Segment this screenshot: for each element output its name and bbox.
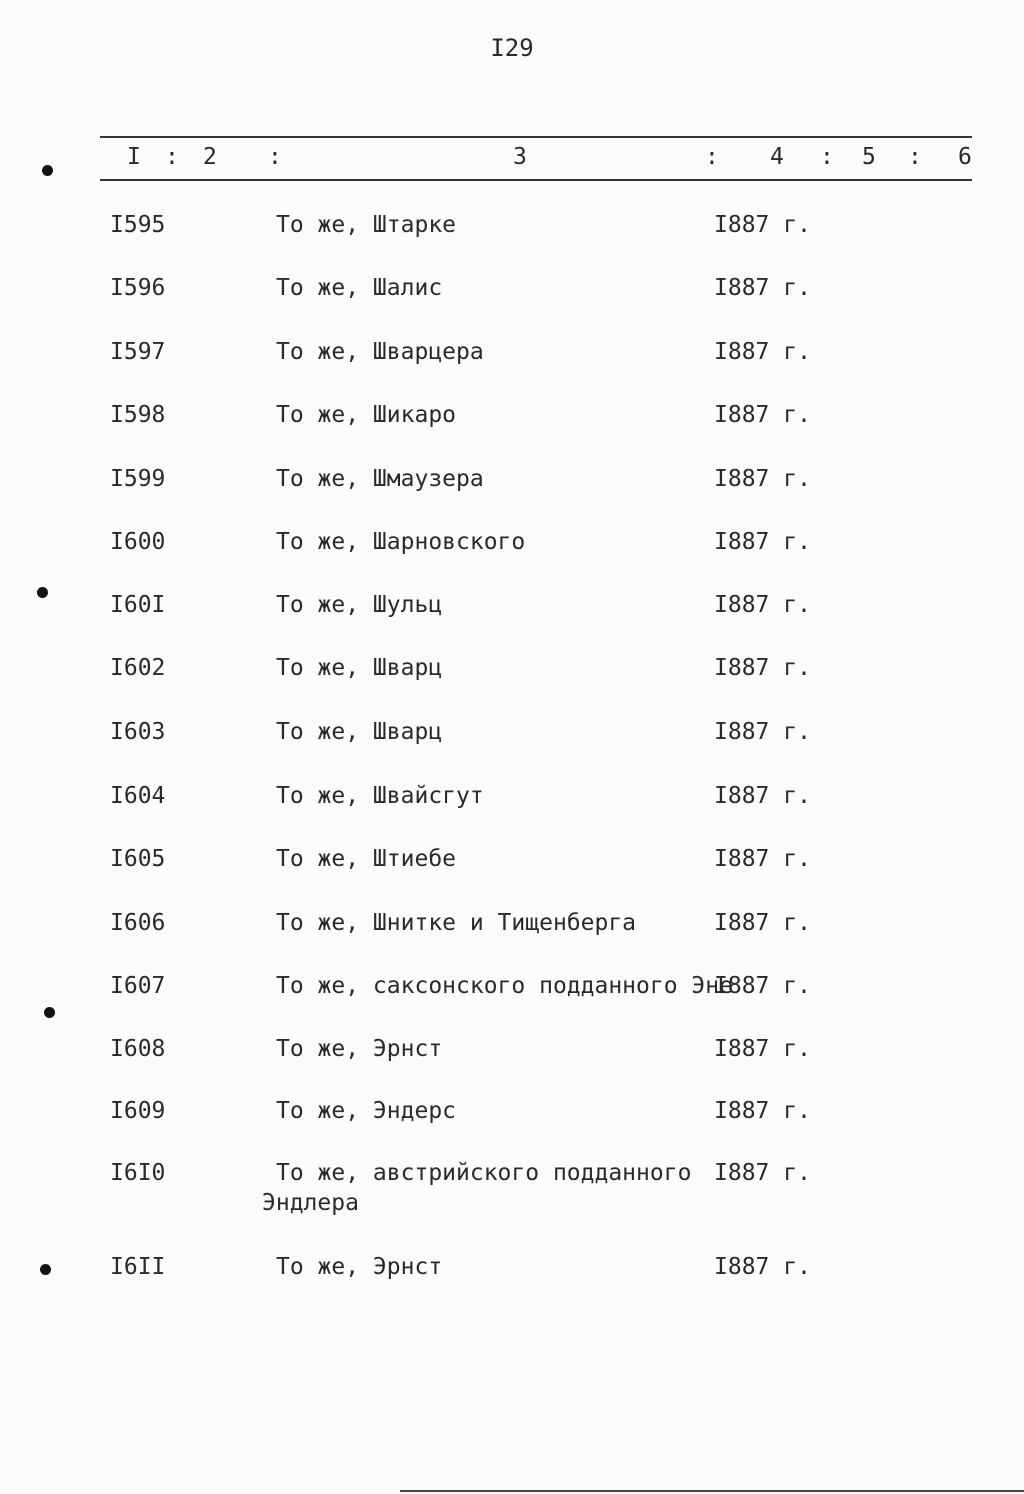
column-separator: : (268, 144, 282, 170)
column-header-1: I (127, 144, 141, 170)
row-year: I887 г. (714, 973, 811, 999)
row-number: I600 (110, 529, 166, 555)
row-year: I887 г. (714, 592, 811, 618)
column-header-5: 5 (862, 144, 876, 170)
row-description: То же, саксонского подданного Эне (276, 973, 733, 999)
page-bottom-edge (400, 1490, 1024, 1492)
column-separator: : (165, 144, 179, 170)
binding-hole-mark (37, 587, 48, 598)
row-year: I887 г. (714, 910, 811, 936)
row-number: I595 (110, 212, 166, 238)
row-number: I597 (110, 339, 166, 365)
row-description: То же, Штиебе (276, 846, 457, 872)
row-number: I603 (110, 719, 166, 745)
row-description: То же, Эрнст (276, 1036, 443, 1062)
column-separator: : (820, 144, 834, 170)
row-description: То же, Шикаро (276, 402, 457, 428)
row-description: То же, Эндерс (276, 1098, 457, 1124)
row-description: То же, Шалис (276, 275, 443, 301)
row-number: I60I (110, 592, 166, 618)
row-number: I6I0 (110, 1160, 166, 1186)
row-number: I607 (110, 973, 166, 999)
row-description: То же, Швайсгут (276, 783, 484, 809)
binding-hole-mark (42, 165, 53, 176)
row-year: I887 г. (714, 275, 811, 301)
row-year: I887 г. (714, 402, 811, 428)
table-header-bottom-rule (100, 179, 972, 181)
row-description: То же, австрийского подданного (276, 1160, 692, 1186)
row-year: I887 г. (714, 783, 811, 809)
row-description: То же, Штарке (276, 212, 457, 238)
column-separator: : (908, 144, 922, 170)
row-description: То же, Шарновского (276, 529, 526, 555)
row-year: I887 г. (714, 1098, 811, 1124)
row-year: I887 г. (714, 719, 811, 745)
row-year: I887 г. (714, 1036, 811, 1062)
column-header-3: 3 (513, 144, 527, 170)
column-separator: : (705, 144, 719, 170)
row-description: То же, Шварц (276, 655, 443, 681)
row-year: I887 г. (714, 466, 811, 492)
row-year: I887 г. (714, 1160, 811, 1186)
column-header-2: 2 (203, 144, 217, 170)
column-header-6: 6 (958, 144, 972, 170)
row-year: I887 г. (714, 655, 811, 681)
row-description: То же, Шмаузера (276, 466, 484, 492)
row-number: I599 (110, 466, 166, 492)
table-header (0, 144, 1024, 174)
table-header-top-rule (100, 136, 972, 138)
row-description: То же, Шварцера (276, 339, 484, 365)
row-number: I604 (110, 783, 166, 809)
row-description: То же, Шульц (276, 592, 443, 618)
row-number: I605 (110, 846, 166, 872)
row-number: I6II (110, 1254, 166, 1280)
row-number: I598 (110, 402, 166, 428)
row-description: То же, Шварц (276, 719, 443, 745)
row-number: I602 (110, 655, 166, 681)
row-year: I887 г. (714, 1254, 811, 1280)
row-description: То же, Эрнст (276, 1254, 443, 1280)
row-year: I887 г. (714, 339, 811, 365)
row-year: I887 г. (714, 846, 811, 872)
binding-hole-mark (44, 1007, 55, 1018)
binding-hole-mark (40, 1264, 51, 1275)
row-number: I606 (110, 910, 166, 936)
row-description-continuation: Эндлера (262, 1190, 359, 1216)
row-number: I609 (110, 1098, 166, 1124)
row-description: То же, Шнитке и Тищенберга (276, 910, 637, 936)
row-year: I887 г. (714, 529, 811, 555)
page-number: I29 (490, 34, 534, 62)
row-year: I887 г. (714, 212, 811, 238)
row-number: I608 (110, 1036, 166, 1062)
row-number: I596 (110, 275, 166, 301)
column-header-4: 4 (770, 144, 784, 170)
